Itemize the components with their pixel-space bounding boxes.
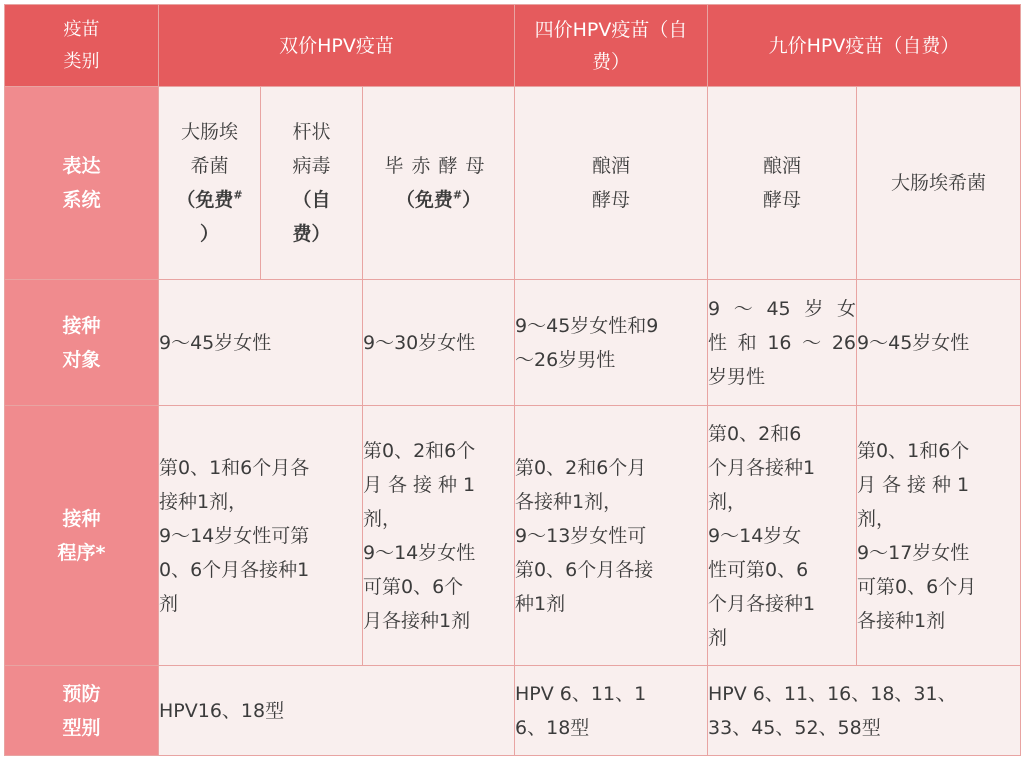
cell-types-bivalent: HPV16、18型 [159,666,515,756]
cell-target-bivalent-pichia: 9～30岁女性 [363,280,515,406]
cell-target-quadrivalent: 9～45岁女性和9 ～26岁男性 [515,280,708,406]
label-types: 预防 型别 [5,666,159,756]
cell-nonavalent-yeast: 酿酒 酵母 [708,87,857,280]
header-quadrivalent: 四价HPV疫苗（自 费） [515,5,708,87]
header-vaccine-category: 疫苗 类别 [5,5,159,87]
header-bivalent: 双价HPV疫苗 [159,5,515,87]
cell-nonavalent-ecoli: 大肠埃希菌 [857,87,1021,280]
label-schedule: 接种 程序* [5,406,159,666]
header-row [5,5,1021,87]
cell-schedule-bivalent-ecoli-baculo: 第0、1和6个月各 接种1剂， 9～14岁女性可第 0、6个月各接种1 剂 [159,406,363,666]
cell-types-quadrivalent: HPV 6、11、1 6、18型 [515,666,708,756]
cell-schedule-nonavalent-yeast: 第0、2和6 个月各接种1 剂， 9～14岁女 性可第0、6 个月各接种1 剂 [708,406,857,666]
cell-schedule-quadrivalent: 第0、2和6个月 各接种1剂， 9～13岁女性可 第0、6个月各接 种1剂 [515,406,708,666]
cell-target-nonavalent-yeast: 9～45岁女 性和16～26 岁男性 [708,280,857,406]
cell-types-nonavalent: HPV 6、11、16、18、31、 33、45、52、58型 [708,666,1021,756]
cell-bivalent-ecoli: 大肠埃 希菌 （免费# ） [159,87,261,280]
cell-schedule-bivalent-pichia: 第0、2和6个 月各接种1 剂， 9～14岁女性 可第0、6个 月各接种1剂 [363,406,515,666]
row-target [5,280,1021,406]
cell-bivalent-pichia: 毕赤酵母 （免费#） [363,87,515,280]
cell-bivalent-baculovirus: 杆状 病毒 （自 费） [261,87,363,280]
label-target: 接种 对象 [5,280,159,406]
hpv-vaccine-table [4,4,1021,756]
cell-target-nonavalent-ecoli: 9～45岁女性 [857,280,1021,406]
row-types [5,666,1021,756]
cell-quadrivalent-yeast: 酿酒 酵母 [515,87,708,280]
cell-target-bivalent-ecoli-baculo: 9～45岁女性 [159,280,363,406]
label-expression-system: 表达 系统 [5,87,159,280]
header-nonavalent: 九价HPV疫苗（自费） [708,5,1021,87]
row-expression-system [5,87,1021,280]
cell-schedule-nonavalent-ecoli: 第0、1和6个 月各接种1 剂， 9～17岁女性 可第0、6个月 各接种1剂 [857,406,1021,666]
row-schedule [5,406,1021,666]
